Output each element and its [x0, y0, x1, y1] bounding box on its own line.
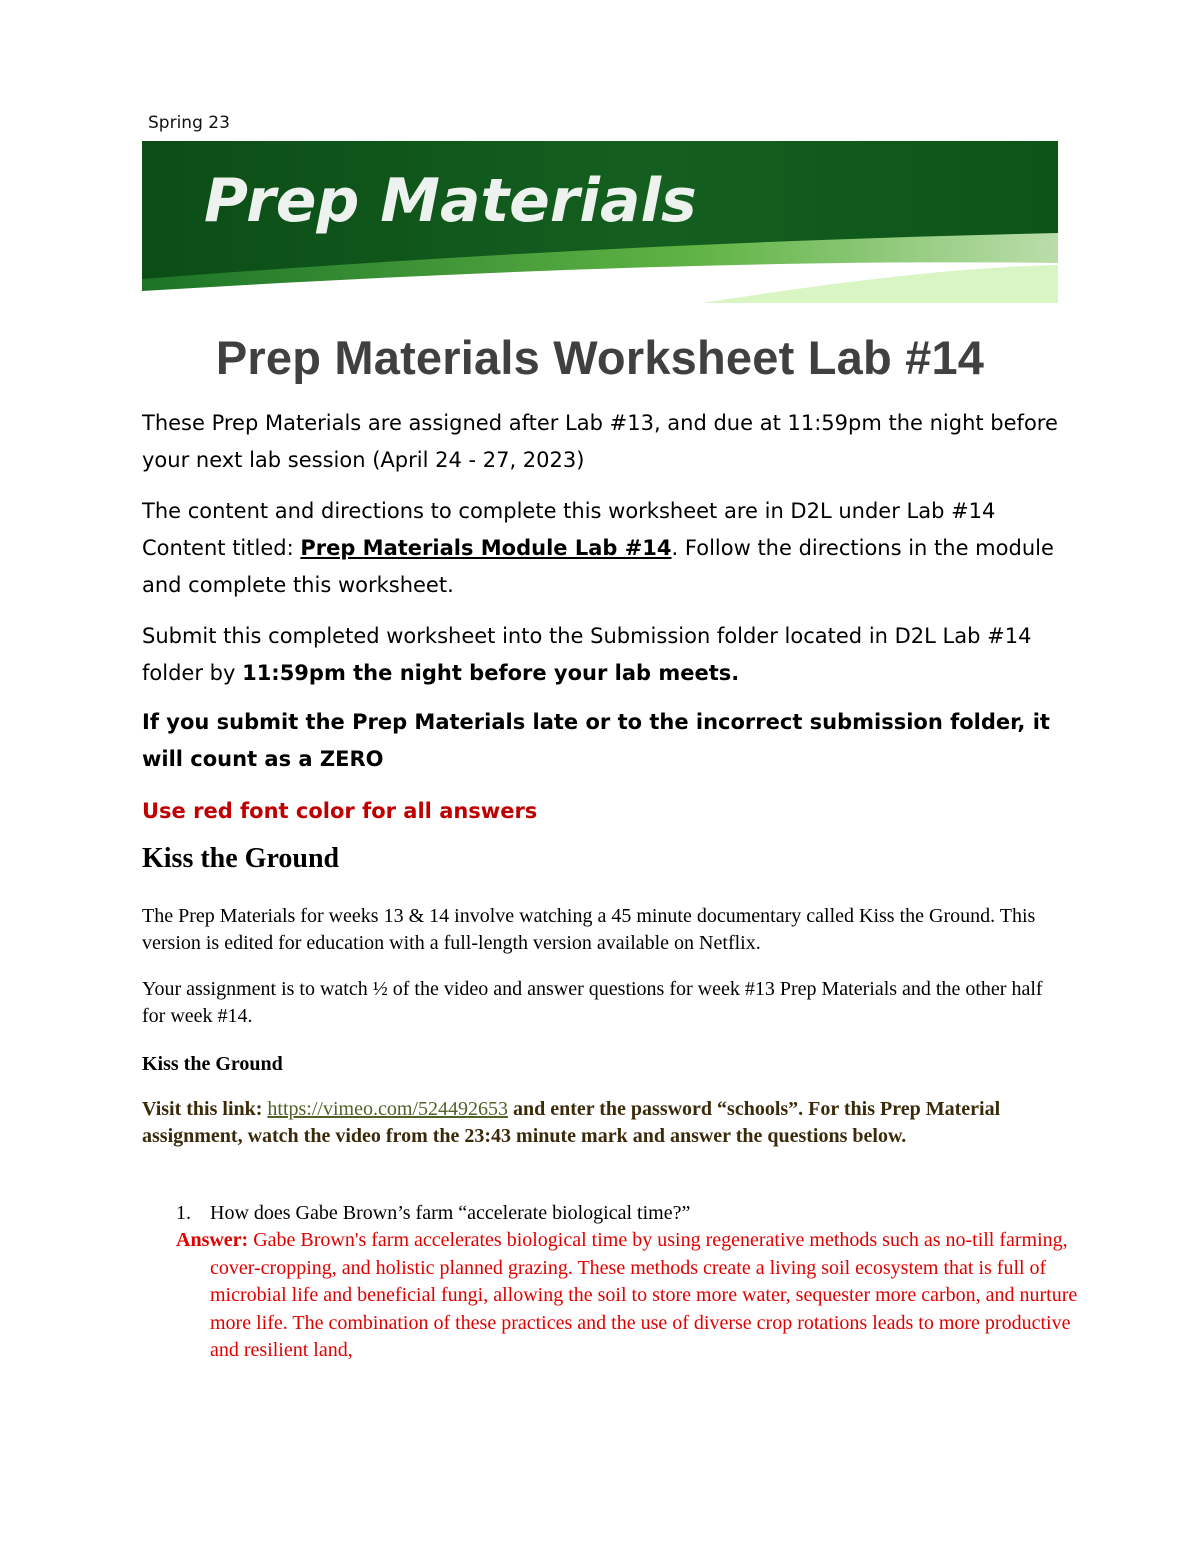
- intro-p3-deadline: 11:59pm the night before your lab meets.: [242, 661, 740, 685]
- red-font-instruction: Use red font color for all answers: [142, 799, 538, 823]
- late-warning: [142, 704, 1072, 778]
- question-1: [176, 1200, 690, 1227]
- banner-graphic: [142, 141, 1058, 303]
- intro-p2-text: The content and directions to complete this worksheet are in D2L under Lab #14 Content titled:: [142, 499, 996, 560]
- section-heading: Kiss the Ground: [142, 843, 340, 874]
- answer-1: [176, 1227, 1090, 1365]
- page-title: Prep Materials Worksheet Lab #14: [215, 331, 985, 384]
- intro-paragraph-2: [142, 493, 1072, 604]
- module-link[interactable]: Prep Materials Module Lab #14: [300, 536, 672, 560]
- question-text: How does Gabe Brown’s farm “accelerate biological time?”: [210, 1202, 691, 1224]
- intro-paragraph-3: [142, 618, 1072, 692]
- visit-label: Visit this link:: [142, 1098, 268, 1120]
- late-warning-text: If you submit the Prep Materials late or to the incorrect submission folder, it will count as a ZERO: [142, 710, 1050, 771]
- section-paragraph-2: Your assignment is to watch ½ of the video and answer questions for week #13 Prep Materials and the other half for week #14.: [142, 978, 1043, 1027]
- visit-instructions: [142, 1096, 1062, 1150]
- answer-text: Gabe Brown's farm accelerates biological time by using regenerative methods such as no-till farming, cover-cropping, and holistic planned grazing. These methods create a living soil ecosystem that is full of microbial life and beneficial fungi, allowing the soil to store more water, sequester more carbon, and nurture more life. The combination of these practices and the use of diverse crop rotations leads to more productive and resilient land,: [210, 1229, 1078, 1361]
- question-number: 1.: [176, 1202, 191, 1224]
- visit-text: and enter the password “schools”. For this Prep Material assignment, watch the video from the 23:43 minute mark and answer the questions below.: [142, 1098, 1001, 1147]
- vimeo-link[interactable]: https://vimeo.com/524492653: [267, 1098, 508, 1120]
- header-term: Spring 23: [148, 113, 230, 133]
- banner-title: Prep Materials: [204, 166, 697, 236]
- prep-materials-banner: [142, 141, 1058, 303]
- intro-p3-text: Submit this completed worksheet into the Submission folder located in D2L Lab #14 folder by: [142, 624, 1032, 685]
- intro-paragraph-1: These Prep Materials are assigned after Lab #13, and due at 11:59pm the night before your next lab session (April 24 - 27, 2023): [142, 411, 1058, 472]
- answer-label: Answer:: [176, 1229, 249, 1251]
- section-subheading: Kiss the Ground: [142, 1053, 283, 1075]
- intro-p2-text-after: . Follow the directions in the module and complete this worksheet.: [142, 536, 1054, 597]
- section-paragraph-1: The Prep Materials for weeks 13 & 14 involve watching a 45 minute documentary called Kiss the Ground. This version is edited for education with a full-length version available on Netflix.: [142, 905, 1036, 954]
